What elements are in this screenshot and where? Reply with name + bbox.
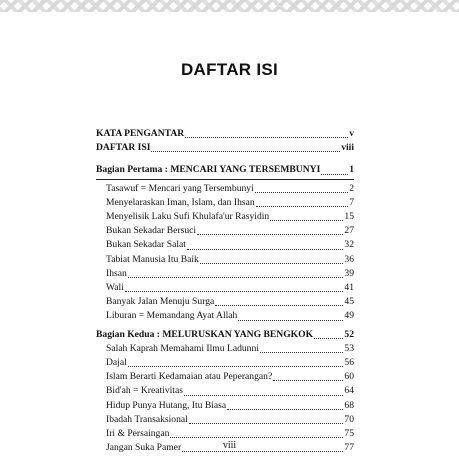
toc-entry-page: 77: [344, 442, 354, 454]
toc-entry-daftar-isi: [96, 141, 354, 155]
toc-entry-page: 2: [349, 182, 354, 194]
dot-leader: [128, 277, 344, 278]
dot-leader: [256, 206, 349, 207]
page-title: DAFTAR ISI: [180, 60, 279, 79]
toc-entry-label: Tasawuf = Mencari yang Tersembunyi: [106, 182, 254, 194]
dot-leader: [260, 352, 343, 353]
toc-entry-page: 45: [344, 296, 354, 308]
toc-entry-label: Salah Kaprah Memahami Ilmu Ladunni: [106, 342, 259, 354]
toc-entry-label: Islam Berarti Kedamaian atau Peperangan?: [106, 371, 273, 383]
toc-entry-page: 56: [344, 357, 354, 369]
toc-entry-label: Menyelaraskan Iman, Islam, dan Ihsan: [106, 196, 255, 208]
toc-entry: [96, 384, 354, 398]
toc-entry-page: 32: [344, 239, 354, 251]
toc-entry: [96, 267, 354, 281]
toc-entry-label: Wali: [106, 282, 124, 294]
toc-entry-page: 68: [344, 399, 354, 411]
dot-leader: [273, 380, 343, 381]
dot-leader: [200, 263, 344, 264]
toc-entry: [96, 281, 354, 295]
dot-leader: [227, 409, 343, 410]
toc-entry-label: Bukan Sekadar Salat: [106, 239, 186, 251]
toc-entry-label: DAFTAR ISI: [96, 142, 151, 154]
dot-leader: [255, 192, 348, 193]
part-page: 52: [344, 328, 354, 340]
dot-leader: [197, 234, 343, 235]
toc-entry-label: Iri & Persaingan: [106, 428, 170, 440]
toc-entry-page: 64: [344, 385, 354, 397]
toc-entry-page: 41: [344, 282, 354, 294]
toc-entry-label: Liburan = Memandang Ayat Allah: [106, 310, 238, 322]
toc-part-heading-2: [96, 328, 354, 342]
toc-entry-label: KATA PENGANTAR: [96, 128, 185, 139]
dot-leader: [184, 395, 343, 396]
dot-leader: [238, 320, 343, 321]
toc-entry: [96, 295, 354, 309]
toc-entry-page: 36: [344, 253, 354, 265]
toc-entry-page: viii: [341, 142, 354, 154]
table-of-contents: [96, 127, 354, 455]
toc-entry: [96, 370, 354, 384]
toc-entry-kata-pengantar: [96, 127, 354, 141]
dot-leader: [189, 423, 344, 424]
toc-entry-page: v: [349, 128, 354, 139]
dot-leader: [125, 291, 344, 292]
toc-entry-label: Menyelisik Laku Sufi Khulafa'ur Rasyidin: [106, 211, 270, 223]
decorative-chevron-band: [0, 0, 459, 12]
toc-entry: [96, 342, 354, 356]
dot-leader: [321, 174, 348, 175]
part-page: 1: [349, 164, 354, 176]
toc-entry-page: 75: [344, 428, 354, 440]
toc-entry-page: 27: [344, 225, 354, 237]
divider: [96, 179, 354, 180]
dot-leader: [128, 366, 344, 367]
page-number: viii: [222, 440, 237, 451]
toc-entry: [96, 253, 354, 267]
toc-entry-label: Jangan Suka Pamer: [106, 442, 182, 454]
toc-part-heading-1: [96, 163, 354, 177]
toc-entry: [96, 413, 354, 427]
toc-entry: [96, 356, 354, 370]
toc-entry-label: Banyak Jalan Menuju Surga: [106, 296, 215, 308]
dot-leader: [270, 220, 343, 221]
toc-entry-label: Tabiat Manusia Itu Baik: [106, 253, 199, 265]
toc-entry: [96, 399, 354, 413]
toc-entry-label: Ibadah Transaksional: [106, 413, 188, 425]
toc-entry-label: Bid'ah = Kreativitas: [106, 385, 183, 397]
part-title: Bagian Kedua : MELURUSKAN YANG BENGKOK: [96, 328, 314, 340]
dot-leader: [170, 437, 343, 438]
toc-entry-label: Bukan Sekadar Bersuci: [106, 225, 197, 237]
toc-entry-label: Hidup Punya Hutang, Itu Biasa: [106, 399, 227, 411]
toc-entry: [96, 238, 354, 252]
toc-entry-label: Ihsan: [106, 267, 127, 279]
dot-leader: [314, 338, 343, 339]
toc-entry: [96, 224, 354, 238]
dot-leader: [182, 451, 343, 452]
dot-leader: [151, 151, 340, 152]
toc-entry: [96, 182, 354, 196]
spacer: [96, 155, 354, 163]
toc-entry: [96, 210, 354, 224]
dot-leader: [187, 249, 343, 250]
toc-entry-page: 70: [344, 413, 354, 425]
dot-leader: [215, 305, 343, 306]
toc-entry-page: 49: [344, 310, 354, 322]
part-title: Bagian Pertama : MENCARI YANG TERSEMBUNYI: [96, 164, 321, 176]
toc-entry-label: Dajal: [106, 357, 127, 369]
toc-entry-page: 7: [349, 196, 354, 208]
toc-entry-page: 53: [344, 342, 354, 354]
toc-entry-page: 39: [344, 267, 354, 279]
toc-entry-page: 60: [344, 371, 354, 383]
toc-entry-page: 15: [344, 211, 354, 223]
toc-entry: [96, 196, 354, 210]
toc-entry: [96, 309, 354, 323]
dot-leader: [185, 137, 348, 138]
